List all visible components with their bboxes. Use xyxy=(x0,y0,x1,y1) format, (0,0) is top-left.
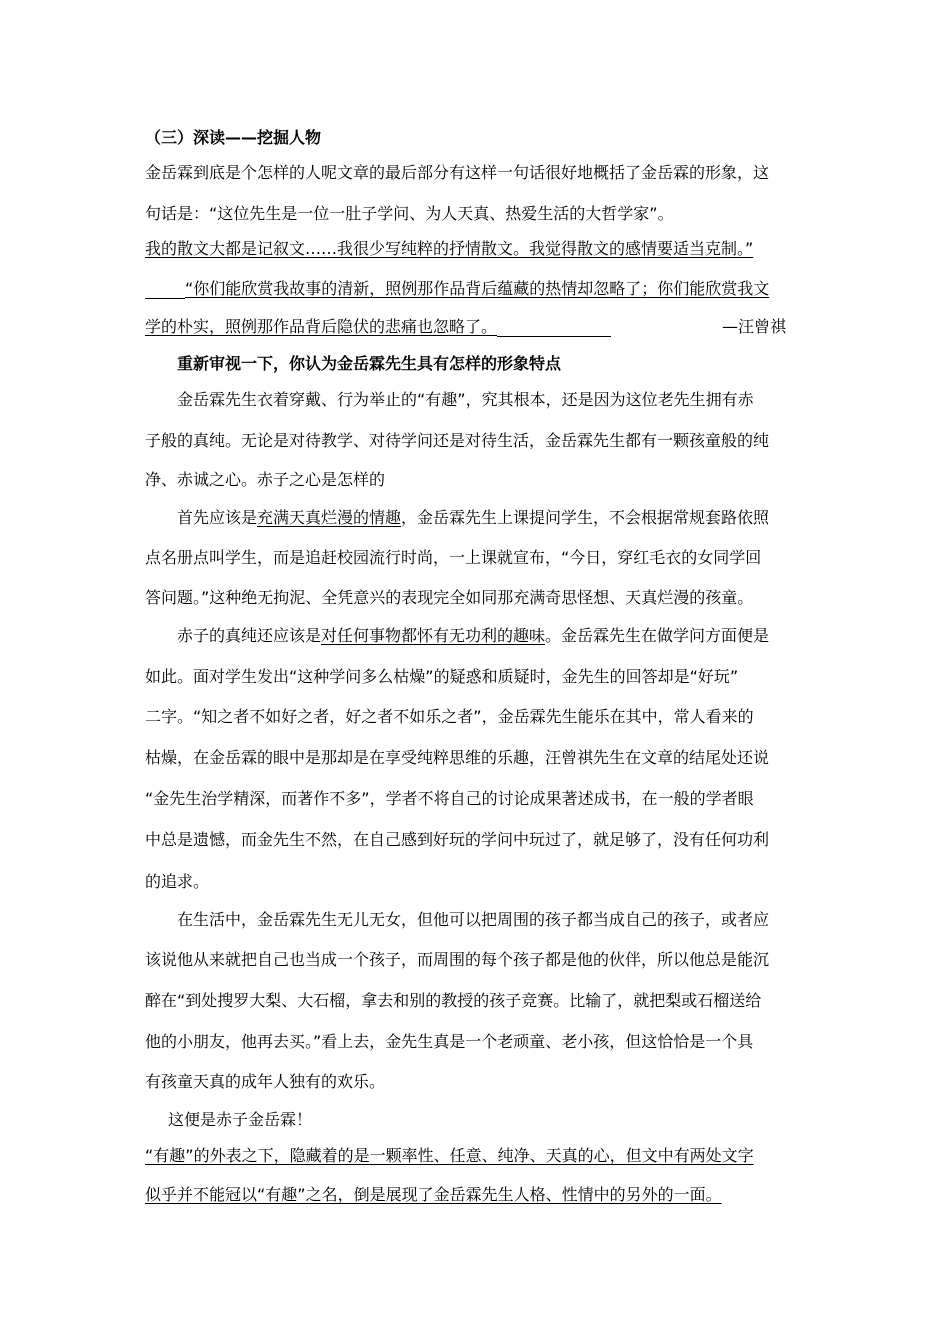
para3-line-1 xyxy=(177,626,810,646)
para1-line-1: 金岳霖先生衣着穿戴、行为举止的“有趣”，究其根本，还是因为这位老先生拥有赤 xyxy=(177,390,754,409)
para4-line-2: 该说他从来就把自己也当成一个孩子，而周围的每个孩子都是他的伙伴，所以他总是能沉 xyxy=(145,950,770,969)
intro-line-2: 句话是：“这位先生是一位一肚子学问、为人天真、热爱生活的大哲学家”。 xyxy=(145,204,674,223)
quote-line-3: 学的朴实，照例那作品背后隐伏的悲痛也忽略了。 xyxy=(145,317,498,336)
para3-line-5: “金先生治学精深，而著作不多”，学者不将自己的讨论成果著述成书，在一般的学者眼 xyxy=(145,789,754,808)
quote-line-2-wrap xyxy=(145,279,810,299)
para2-line-1-rest: ，金岳霖先生上课提问学生，不会根据常规套路依照 xyxy=(401,508,770,527)
closing-line-2: 似乎并不能冠以“有趣”之名，倒是展现了金岳霖先生人格、性情中的另外的一面。 xyxy=(145,1185,722,1204)
para4-line-3: 醉在“到处搜罗大梨、大石榴，拿去和别的教授的孩子竞赛。比输了，就把梨或石榴送给 xyxy=(145,991,762,1010)
para3-line-4: 枯燥，在金岳霖的眼中是那却是在享受纯粹思维的乐趣，汪曾祺先生在文章的结尾处还说 xyxy=(145,748,770,767)
quote-indent-rule xyxy=(145,282,185,299)
para3-line-1-rest: 。金岳霖先生在做学问方面便是 xyxy=(545,626,770,645)
quote-line-2: “你们能欣赏我故事的清新，照例那作品背后蕴藏的热情却忽略了；你们能欣赏我文 xyxy=(185,279,770,298)
quote-line-3-wrap xyxy=(145,317,810,337)
para3-line-3: 二字。“知之者不如好之者，好之者不如乐之者”，金岳霖先生能乐在其中，常人看来的 xyxy=(145,707,754,726)
para2-key-phrase: 充满天真烂漫的情趣 xyxy=(257,508,402,527)
para2-line-2: 点名册点叫学生，而是追赶校园流行时尚，一上课就宣布，“今日，穿红毛衣的女同学回 xyxy=(145,548,762,567)
quote-line-1: 我的散文大都是记叙文……我很少写纯粹的抒情散文。我觉得散文的感情要适当克制。” xyxy=(145,239,754,258)
conclusion-line: 这便是赤子金岳霖！ xyxy=(168,1110,313,1129)
para3-line-6: 中总是遗憾，而金先生不然，在自己感到好玩的学问中玩过了，就足够了，没有任何功利 xyxy=(145,830,770,849)
para2-lead: 首先应该是 xyxy=(177,508,258,527)
intro-line-1: 金岳霖到底是个怎样的人呢文章的最后部分有这样一句话很好地概括了金岳霖的形象，这 xyxy=(145,163,770,182)
para3-lead: 赤子的真纯还应该是 xyxy=(177,626,322,645)
para3-line-2: 如此。面对学生发出“这种学问多么枯燥”的疑惑和质疑时，金先生的回答却是“好玩” xyxy=(145,667,739,686)
quote-author: —汪曾祺 xyxy=(722,317,787,336)
para4-line-5: 有孩童天真的成年人独有的欢乐。 xyxy=(145,1072,386,1091)
quote-tail-rule xyxy=(497,320,611,337)
para3-line-7: 的追求。 xyxy=(145,872,210,891)
para1-line-2: 子般的真纯。无论是对待教学、对待学问还是对待生活，金岳霖先生都有一颗孩童般的纯 xyxy=(145,431,770,450)
closing-line-1: “有趣”的外表之下，隐藏着的是一颗率性、任意、纯净、天真的心，但文中有两处文字 xyxy=(145,1146,754,1165)
question-heading: 重新审视一下，你认为金岳霖先生具有怎样的形象特点 xyxy=(177,354,562,373)
para4-line-4: 他的小朋友，他再去买。”看上去，金先生真是一个老顽童、老小孩，但这恰恰是一个具 xyxy=(145,1032,754,1051)
section-heading: （三）深读——挖掘人物 xyxy=(145,128,322,147)
para3-key-phrase: 对任何事物都怀有无功利的趣味 xyxy=(321,626,546,645)
para4-line-1: 在生活中，金岳霖先生无儿无女，但他可以把周围的孩子都当成自己的孩子，或者应 xyxy=(177,910,770,929)
para2-line-3: 答问题。”这种绝无拘泥、全凭意兴的表现完全如同那充满奇思怪想、天真烂漫的孩童。 xyxy=(145,588,754,607)
para2-line-1 xyxy=(177,508,810,528)
para1-line-3: 净、赤诚之心。赤子之心是怎样的 xyxy=(145,470,386,489)
